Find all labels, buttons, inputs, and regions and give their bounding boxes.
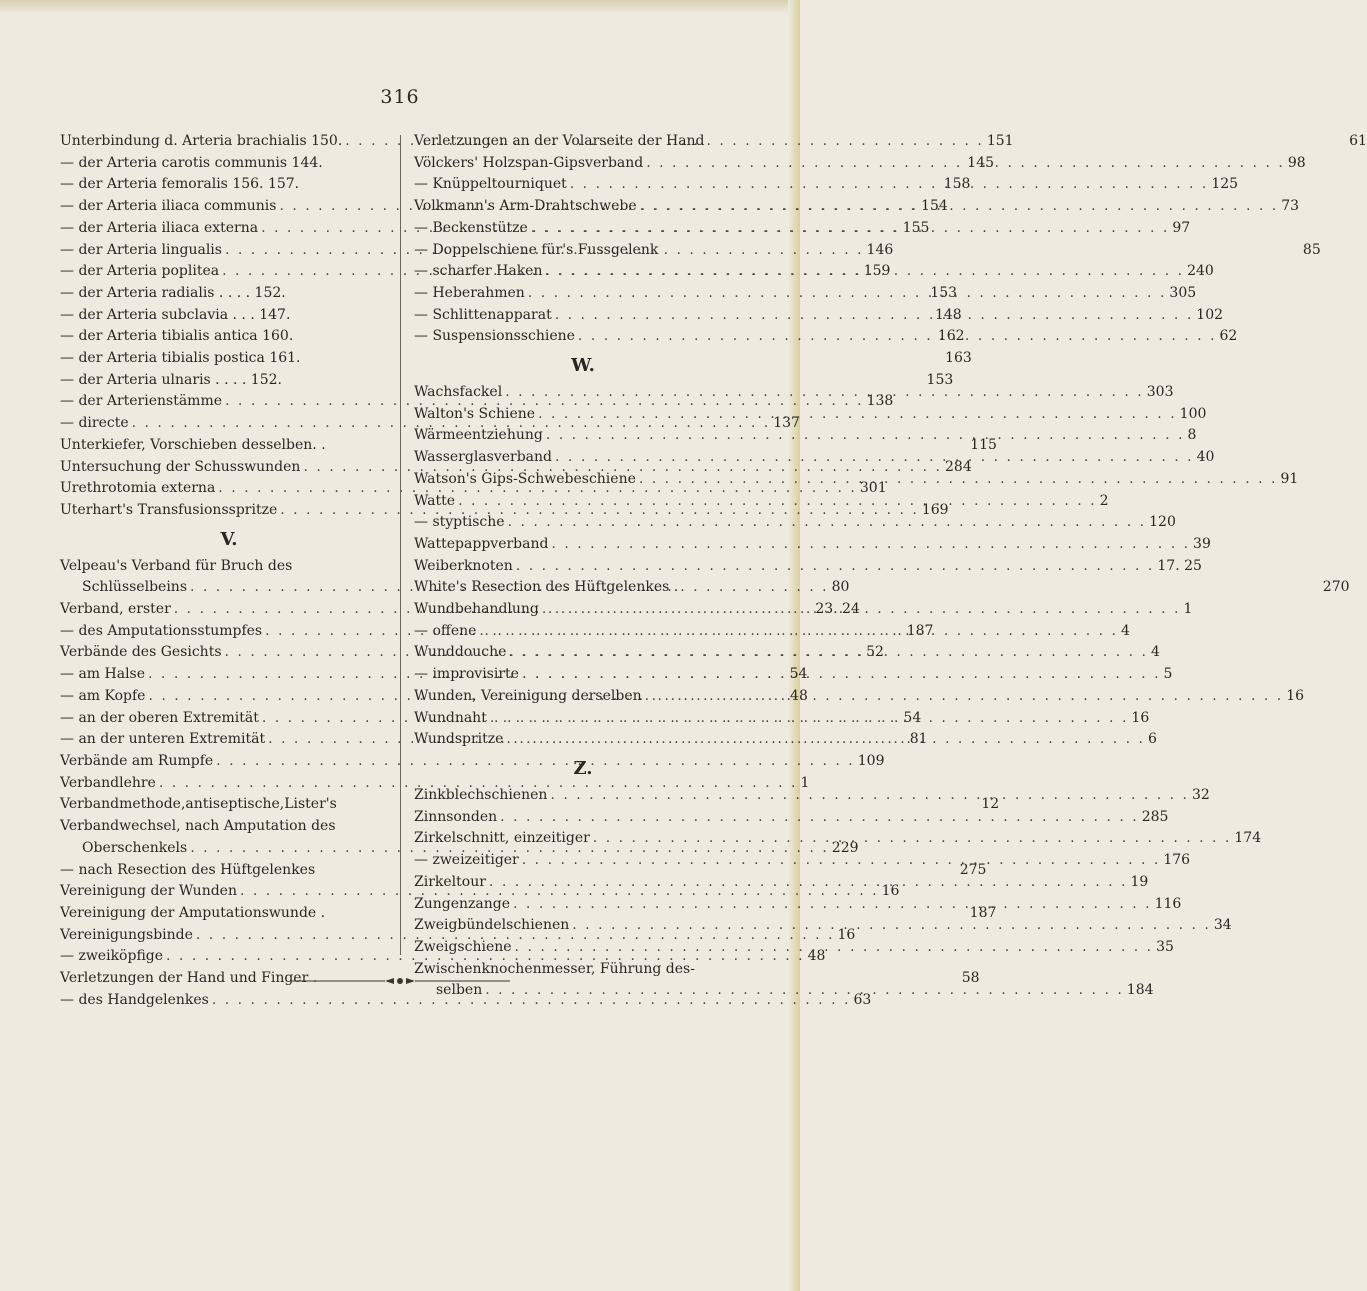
dot-leader bbox=[508, 512, 1147, 534]
entry-page: 169 bbox=[921, 501, 949, 518]
dot-leader bbox=[528, 283, 1167, 305]
entry-term: Unterbindung d. Arteria brachialis 150. bbox=[60, 133, 343, 149]
entry-term: — Knüppeltourniquet bbox=[414, 176, 567, 193]
entry-term: Wasserglasverband bbox=[414, 449, 553, 466]
entry-page: 159 bbox=[863, 263, 891, 280]
dot-leader bbox=[570, 174, 1209, 196]
entry-term: White's Resection des Hüftgelenkes . bbox=[414, 579, 679, 596]
entry-term: Wärmeentziehung bbox=[414, 427, 543, 444]
entry-page: 23. 24 bbox=[815, 601, 860, 618]
entry-page: 153 bbox=[926, 371, 954, 388]
page-number: 316 bbox=[380, 86, 420, 108]
entry-term: — styptische bbox=[414, 514, 505, 531]
entry-term: Wunden, Vereinigung derselben bbox=[414, 687, 642, 704]
entry-page: 85 bbox=[1302, 241, 1321, 258]
entry-term: Unterkiefer, Vorschieben desselben. . bbox=[60, 436, 326, 453]
entry-term: Völckers' Holzspan-Gipsverband bbox=[414, 154, 644, 171]
entry-term: — der Arterienstämme bbox=[60, 393, 223, 410]
entry-page: 16 bbox=[837, 926, 856, 943]
entry-page: 73 bbox=[1281, 198, 1300, 215]
entry-term: selben bbox=[436, 982, 483, 999]
dot-leader bbox=[538, 404, 1177, 426]
entry-page: 184 bbox=[1126, 982, 1154, 999]
section-letter: W. bbox=[571, 355, 595, 377]
entry-page: 54 bbox=[903, 709, 922, 726]
dot-leader bbox=[639, 469, 1278, 491]
entry-page: 1 bbox=[800, 774, 810, 791]
entry-term: Watson's Gips-Schwebeschiene bbox=[414, 470, 636, 487]
entry-page: 275 bbox=[959, 861, 987, 878]
entry-page: 12 bbox=[981, 796, 1000, 813]
entry-page: 109 bbox=[857, 752, 885, 769]
entry-page: 120 bbox=[1149, 514, 1176, 531]
entry-term: — der Arteria iliaca communis bbox=[60, 198, 277, 215]
entry-page: 138 bbox=[866, 393, 894, 410]
entry-term: Verbände am Rumpfe bbox=[60, 752, 214, 769]
entry-term: — Heberahmen bbox=[414, 284, 525, 301]
entry-page: 115 bbox=[970, 436, 997, 453]
entry-term: Untersuchung der Schusswunden bbox=[60, 458, 301, 475]
entry-page: 54 bbox=[789, 666, 808, 683]
dot-leader bbox=[545, 261, 1184, 283]
entry-term: — an der oberen Extremität bbox=[60, 709, 259, 726]
column-divider bbox=[400, 135, 401, 955]
entry-page: 62 bbox=[1219, 328, 1238, 345]
entry-page: 63 bbox=[853, 991, 872, 1008]
dot-leader bbox=[513, 894, 1152, 916]
section-letter: Z. bbox=[573, 757, 593, 779]
entry-term: Wundspritze bbox=[414, 731, 504, 748]
index-entry bbox=[414, 512, 1176, 534]
entry-page: 137 bbox=[773, 415, 800, 432]
dot-leader bbox=[645, 686, 1284, 708]
entry-page: 174 bbox=[1234, 830, 1262, 847]
entry-page: 303 bbox=[1146, 384, 1174, 401]
index-entry bbox=[60, 751, 885, 773]
entry-page: 97 bbox=[1172, 219, 1191, 236]
entry-page: 284 bbox=[945, 458, 972, 475]
entry-page: 5 bbox=[1163, 666, 1173, 683]
entry-term: Wattepappverband bbox=[414, 535, 549, 552]
dot-leader bbox=[509, 642, 1148, 664]
entry-page: 163 bbox=[945, 350, 972, 367]
entry-term: Volkmann's Arm-Drahtschwebe bbox=[414, 198, 637, 215]
entry-term: — am Kopfe bbox=[60, 687, 146, 704]
dot-leader bbox=[542, 599, 1181, 621]
entry-page: 240 bbox=[1187, 263, 1214, 280]
entry-term: — der Arteria poplitea bbox=[60, 263, 220, 280]
entry-page: 145 bbox=[967, 154, 995, 171]
entry-page: 81 bbox=[909, 731, 928, 748]
entry-page: 4 bbox=[1121, 622, 1130, 639]
entry-term: Verband, erster bbox=[60, 601, 171, 618]
entry-term: — zweiköpfige bbox=[60, 948, 164, 965]
entry-term: — Beckenstütze bbox=[414, 219, 528, 236]
entry-page: 17. 25 bbox=[1157, 557, 1202, 574]
entry-term: Verletzungen der Hand und Finger . bbox=[60, 970, 318, 987]
entry-term: — Doppelschiene für's Fussgelenk bbox=[414, 241, 659, 258]
index-entry bbox=[414, 534, 1211, 556]
entry-term: Vereinigungsbinde bbox=[60, 926, 193, 943]
end-ornament bbox=[290, 976, 510, 986]
dot-leader bbox=[458, 491, 1097, 513]
entry-term: — der Arteria tibialis antica 160. bbox=[60, 328, 294, 345]
entry-term: — des Handgelenkes bbox=[60, 991, 209, 1008]
entry-page: 35 bbox=[1156, 938, 1174, 955]
entry-term: — der Arteria ulnaris . . . . 152. bbox=[60, 371, 282, 388]
entry-term: — zweizeitiger bbox=[414, 852, 519, 869]
entry-term: Zinnsonden bbox=[414, 808, 498, 825]
entry-term: Oberschenkels bbox=[82, 839, 188, 856]
dot-leader bbox=[550, 785, 1189, 807]
entry-term: — improvisirte bbox=[414, 666, 519, 683]
entry-page: 154 bbox=[921, 198, 948, 215]
dot-leader bbox=[515, 937, 1154, 959]
entry-page: 32 bbox=[1192, 786, 1210, 803]
dot-leader bbox=[522, 850, 1161, 872]
entry-page: 100 bbox=[1179, 405, 1207, 422]
entry-term: Weiberknoten bbox=[414, 557, 513, 574]
entry-page: 187 bbox=[969, 904, 997, 921]
entry-term: Walton's Schiene bbox=[414, 405, 536, 422]
entry-term: Verbandwechsel, nach Amputation des bbox=[60, 818, 336, 835]
entry-page: 102 bbox=[1196, 306, 1224, 323]
entry-term: — der Arteria radialis . . . . 152. bbox=[60, 284, 286, 301]
dot-leader bbox=[505, 382, 1144, 404]
entry-page: 8 bbox=[1187, 427, 1197, 444]
entry-page: 155 bbox=[902, 219, 930, 236]
dot-leader bbox=[489, 872, 1128, 894]
entry-term: Velpeau's Verband für Bruch des bbox=[60, 557, 293, 574]
dot-leader bbox=[531, 218, 1170, 240]
entry-term: Vereinigung der Wunden bbox=[60, 883, 237, 900]
entry-term: Wundnaht bbox=[414, 709, 487, 726]
entry-page: 146 bbox=[866, 241, 894, 258]
entry-page: 6 bbox=[1148, 731, 1157, 748]
entry-term: — des Amputationsstumpfes bbox=[60, 622, 263, 639]
dot-leader bbox=[551, 534, 1190, 556]
entry-page: 162 bbox=[937, 328, 965, 345]
entry-term: Watte bbox=[414, 492, 456, 509]
index-entry bbox=[60, 370, 954, 392]
entry-term: — Suspensionsschiene bbox=[414, 328, 575, 345]
entry-term: — Schlittenapparat bbox=[414, 306, 552, 323]
dot-leader bbox=[490, 708, 1129, 730]
entry-term: — nach Resection des Hüftgelenkes bbox=[60, 861, 316, 878]
entry-page: 1 bbox=[1183, 601, 1193, 618]
entry-term: Zweigbündelschienen bbox=[414, 917, 570, 934]
entry-term: — scharfer Haken bbox=[414, 263, 543, 280]
entry-page: 2 bbox=[1099, 492, 1109, 509]
entry-page: 187 bbox=[906, 622, 934, 639]
entry-term: — der Arteria iliaca externa bbox=[60, 219, 259, 236]
dot-leader bbox=[555, 447, 1194, 469]
entry-page: 158 bbox=[943, 176, 971, 193]
entry-page: 98 bbox=[1287, 154, 1306, 171]
dot-leader bbox=[506, 729, 1145, 751]
dot-leader bbox=[522, 664, 1161, 686]
entry-term: Verletzungen an der Volarseite der Hand bbox=[414, 133, 705, 149]
entry-term: Verbandlehre bbox=[60, 774, 156, 791]
entry-term: Schlüsselbeins bbox=[82, 579, 187, 596]
entry-page: 4 bbox=[1150, 644, 1160, 661]
entry-page: 40 bbox=[1196, 449, 1215, 466]
entry-term: — offene bbox=[414, 622, 477, 639]
entry-term: Zwischenknochenmesser, Führung des- bbox=[414, 960, 695, 977]
index-entry bbox=[60, 556, 398, 578]
entry-page: 116 bbox=[1154, 895, 1182, 912]
entry-page: 125 bbox=[1211, 176, 1239, 193]
index-entry bbox=[414, 807, 1169, 829]
entry-term: Verbände des Gesichts bbox=[60, 644, 222, 661]
entry-term: Verbandmethode,antiseptische,Lister's bbox=[60, 796, 337, 813]
dot-leader bbox=[479, 621, 1118, 643]
entry-term: — der Arteria femoralis 156. 157. bbox=[60, 176, 300, 193]
entry-page: 153 bbox=[930, 284, 958, 301]
dot-leader bbox=[555, 305, 1194, 327]
entry-term: Wunddouche bbox=[414, 644, 507, 661]
dot-leader bbox=[640, 196, 1279, 218]
entry-term: Uterhart's Transfusionsspritze bbox=[60, 501, 278, 518]
entry-page: 148 bbox=[934, 306, 962, 323]
entry-term: Wachsfackel bbox=[414, 384, 503, 401]
section-letter: V. bbox=[220, 528, 238, 550]
entry-term: — der Arteria lingualis bbox=[60, 241, 222, 258]
dot-leader bbox=[516, 556, 1155, 578]
page-top-edge bbox=[0, 0, 800, 14]
index-entry bbox=[60, 348, 972, 370]
entry-term: Zirkelschnitt, einzeitiger bbox=[414, 830, 590, 847]
entry-term: Vereinigung der Amputationswunde . bbox=[60, 904, 326, 921]
dot-leader bbox=[485, 980, 1124, 1002]
dot-leader bbox=[593, 828, 1232, 850]
entry-page: 16 bbox=[1131, 709, 1150, 726]
entry-page: 176 bbox=[1163, 852, 1191, 869]
dot-leader bbox=[578, 326, 1217, 348]
entry-page: 48 bbox=[790, 687, 808, 704]
entry-page: 58 bbox=[961, 970, 980, 987]
entry-term: — directe bbox=[60, 415, 129, 432]
entry-page: 229 bbox=[831, 839, 859, 856]
entry-page: 285 bbox=[1141, 808, 1169, 825]
index-entry bbox=[60, 816, 398, 838]
entry-term: Zungenzange bbox=[414, 895, 511, 912]
entry-term: — an der unteren Extremität bbox=[60, 731, 266, 748]
entry-term: Wundbehandlung bbox=[414, 601, 539, 618]
entry-term: — der Arteria tibialis postica 161. bbox=[60, 350, 301, 367]
entry-page: 39 bbox=[1193, 535, 1211, 552]
dot-leader bbox=[572, 915, 1211, 937]
entry-page: 80 bbox=[831, 579, 850, 596]
entry-page: 270 bbox=[1322, 579, 1350, 596]
entry-page: 34 bbox=[1213, 917, 1232, 934]
entry-page: 301 bbox=[859, 480, 887, 497]
entry-term: — der Arteria carotis communis 144. bbox=[60, 154, 323, 171]
entry-term: — der Arteria subclavia . . . 147. bbox=[60, 306, 291, 323]
entry-term: Urethrotomia externa bbox=[60, 480, 216, 497]
entry-page: 48 bbox=[807, 948, 826, 965]
entry-page: 19 bbox=[1130, 873, 1149, 890]
entry-term: Zirkeltour bbox=[414, 873, 486, 890]
entry-term: Zinkblechschienen bbox=[414, 786, 548, 803]
entry-page: 16 bbox=[1286, 687, 1305, 704]
entry-page: 305 bbox=[1169, 284, 1197, 301]
entry-term: — am Halse bbox=[60, 666, 146, 683]
entry-term: Zweigschiene bbox=[414, 938, 512, 955]
dot-leader bbox=[500, 807, 1139, 829]
dot-leader bbox=[546, 425, 1185, 447]
entry-page: 61 bbox=[1349, 133, 1367, 149]
index-entry bbox=[414, 556, 1202, 578]
entry-page: 52 bbox=[866, 644, 884, 661]
entry-page: 151 bbox=[986, 133, 1014, 149]
entry-page: 16 bbox=[881, 883, 900, 900]
dot-leader bbox=[646, 153, 1285, 175]
entry-page: 91 bbox=[1280, 470, 1299, 487]
